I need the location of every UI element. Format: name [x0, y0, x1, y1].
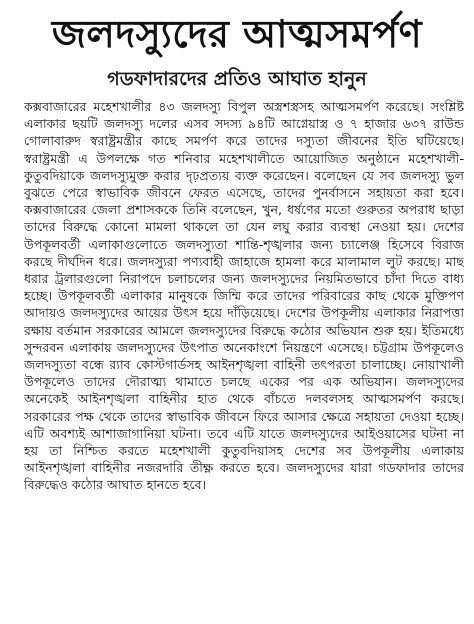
article-subheadline: গডফাদারদের প্রতিও আঘাত হানুন [107, 68, 367, 90]
article-body: কক্সবাজারের মহেশখালীর ৪৩ জলদস্যু বিপুল অস্ত্রশস্ত্রসহ আত্মসমর্পণ করেছে। সংশ্লিষ্ট এলাকার ছয়টি জলদস্যু দলের এসব সদস্য ৯৪টি আগ্নেয়াস্ত্র ও ৭ হাজার ৬৩৭ রাউন্ড গোলাবারুদ স্বরাষ্ট্রমন্ত্রীর কাছে সমর্পণ করে তাদের দস্যুতা জীবনের ইতি ঘটিয়েছে। স্বরাষ্ট্রমন্ত্রী এ উপলক্ষে গত শনিবার মহেশখালীতে আয়োজিত অনুষ্ঠানে মহেশখালী-কুতুবদিয়াকে জলদস্যুমুক্ত করার দৃঢ়প্রত্যয় ব্যক্ত করেছেন। বলেছেন যে সব জলদস্যু ভুল বুঝতে পেরে স্বাভাবিক জীবনে ফেরত এসেছে, তাদের পুনর্বাসনে সহায়তা করা হবে। কক্সবাজারের জেলা প্রশাসককে তিনি বলেছেন, খুন, ধর্ষণের মতো গুরুতর অপরাধ ছাড়া তাদের বিরুদ্ধে কোনো মামলা থাকলে তা যেন লঘু করার ব্যবস্থা নেওয়া হয়। দেশের উপকূলবর্তী এলাকাগুলোতে জলদস্যুতা শান্তি-শৃঙ্খলার জন্য চ্যালেঞ্জ হিসেবে বিরাজ করছে দীর্ঘদিন ধরে। জলদস্যুরা পণ্যবাহী জাহাজে হামলা করে মালামাল লুট করছে। মাছ ধরার ট্রলারগুলো নিরাপদে চলাচলের জন্য জলদস্যুদের নিয়মিতভাবে চাঁদা দিতে বাধ্য হচ্ছে। উপকূলবর্তী এলাকার মানুষকে জিম্মি করে তাদের পরিবারের কাছ থেকে মুক্তিপণ আদায়ও জলদস্যুদের আয়ের উৎস হয়ে দাঁড়িয়েছে। দেশের উপকূলীয় এলাকার নিরাপত্তা রক্ষায় বর্তমান সরকারের আমলে জলদস্যুদের বিরুদ্ধে কঠোর অভিযান শুরু হয়। ইতিমধ্যে সুন্দরবন এলাকায় জলদস্যুদের উৎপাত অনেকাংশে নিয়ন্ত্রণে এসেছে। চট্টগ্রাম উপকূলেও জলদস্যুতা বন্ধে র‌্যাব কোস্টগার্ডসহ আইনশৃঙ্খলা বাহিনী তৎপরতা চালাচ্ছে। নোয়াখালী উপকূলেও তাদের দৌরাত্ম্য থামাতে চলছে একের পর এক অভিযান। জলদস্যুদের অনেকেই আইনশৃঙ্খলা বাহিনীর হাত থেকে বাঁচতে দলবলসহ আত্মসমর্পণ করছে। সরকারের পক্ষ থেকে তাদের স্বাভাবিক জীবনে ফিরে আসার ক্ষেত্রে সহায়তা দেওয়া হচ্ছে। এটি অবশ্যই আশাজাগানিয়া ঘটনা। তবে এটি যাতে জলদস্যুদের আইওয়াসের ঘটনা না হয় তা নিশ্চিত করতে মহেশখালী কুতুবদিয়াসহ দেশের সব উপকূলীয় এলাকায় আইনশৃঙ্খলা বাহিনীর নজরদারি তীক্ষ্ণ করতে হবে। জলদস্যুদের যারা গডফাদার তাদের বিরুদ্ধেও কঠোর আঘাত হানতে হবে। [24, 99, 464, 493]
article-headline: জলদস্যুদের আত্মসমর্পণ [51, 12, 423, 56]
